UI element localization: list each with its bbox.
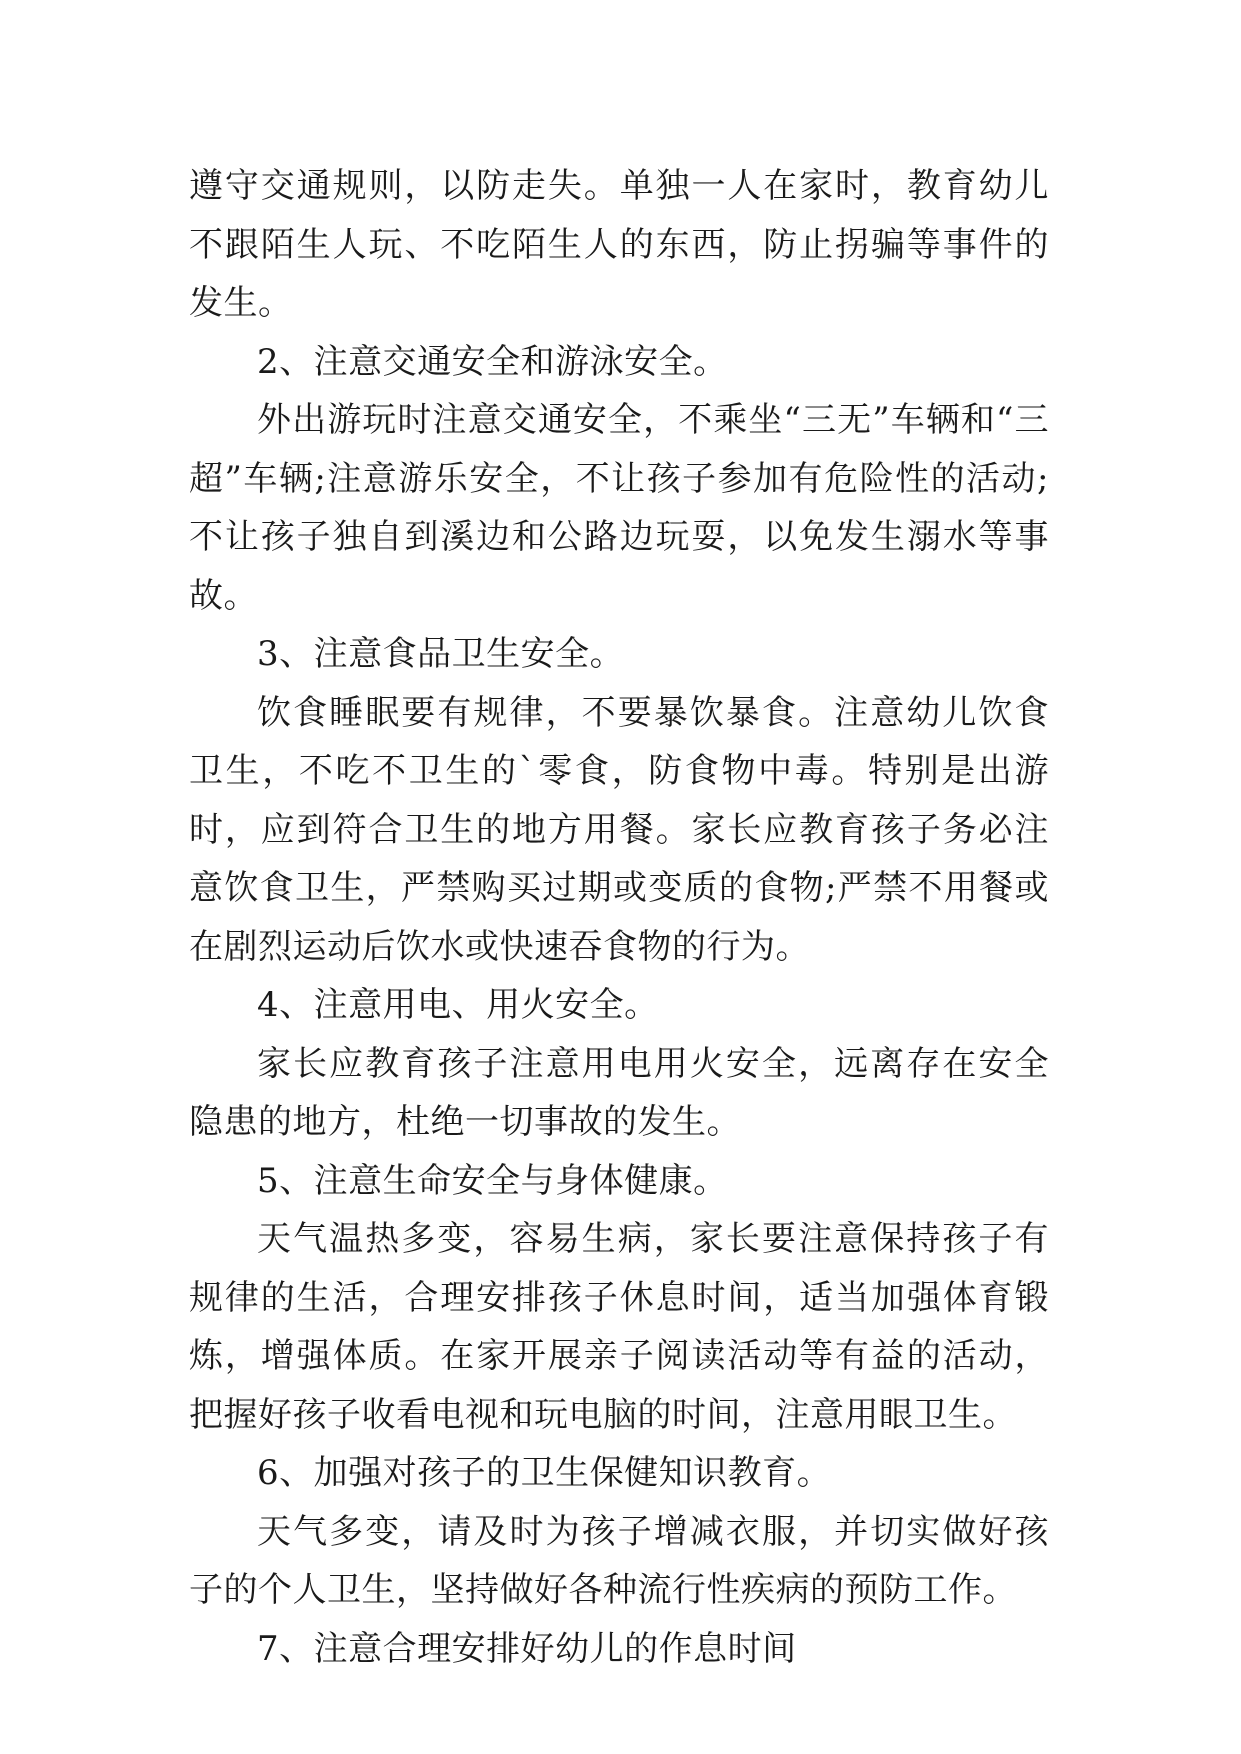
- paragraph-hygiene: 天气多变，请及时为孩子增减衣服，并切实做好孩子的个人卫生，坚持做好各种流行性疾病的预防工作。: [189, 1511, 1049, 1610]
- document-body: [189, 157, 1049, 1678]
- paragraph-traffic-safety: 外出游玩时注意交通安全，不乘坐“三无”车辆和“三超”车辆;注意游乐安全，不让孩子参加有危险性的活动;不让孩子独自到溪边和公路边玩耍，以免发生溺水等事故。: [189, 400, 1049, 616]
- section-heading-2: 2、注意交通安全和游泳安全。: [257, 341, 728, 382]
- paragraph-electric-fire-safety: 家长应教育孩子注意用电用火安全，远离存在安全隐患的地方，杜绝一切事故的发生。: [189, 1043, 1049, 1142]
- section-heading-6: 6、加强对孩子的卫生保健知识教育。: [257, 1453, 832, 1493]
- section-heading-3: 3、注意食品卫生安全。: [257, 634, 625, 674]
- section-heading-7: 7、注意合理安排好幼儿的作息时间: [257, 1628, 797, 1669]
- section-heading-5: 5、注意生命安全与身体健康。: [257, 1160, 728, 1201]
- paragraph-life-health: 天气温热多变，容易生病，家长要注意保持孩子有规律的生活，合理安排孩子休息时间，适当加强体育锻炼，增强体质。在家开展亲子阅读活动等有益的活动，把握好孩子收看电视和玩电脑的时间，注意用眼卫生。: [189, 1219, 1049, 1435]
- paragraph-food-safety: 饮食睡眠要有规律，不要暴饮暴食。注意幼儿饮食卫生，不吃不卫生的`零食，防食物中毒。特别是出游时，应到符合卫生的地方用餐。家长应教育孩子务必注意饮食卫生，严禁购买过期或变质的食物;严禁不用餐或在剧烈运动后饮水或快速吞食物的行为。: [189, 692, 1049, 967]
- paragraph-continuation: 遵守交通规则，以防走失。单独一人在家时，教育幼儿不跟陌生人玩、不吃陌生人的东西，防止拐骗等事件的发生。: [189, 166, 1049, 323]
- section-heading-4: 4、注意用电、用火安全。: [257, 985, 659, 1025]
